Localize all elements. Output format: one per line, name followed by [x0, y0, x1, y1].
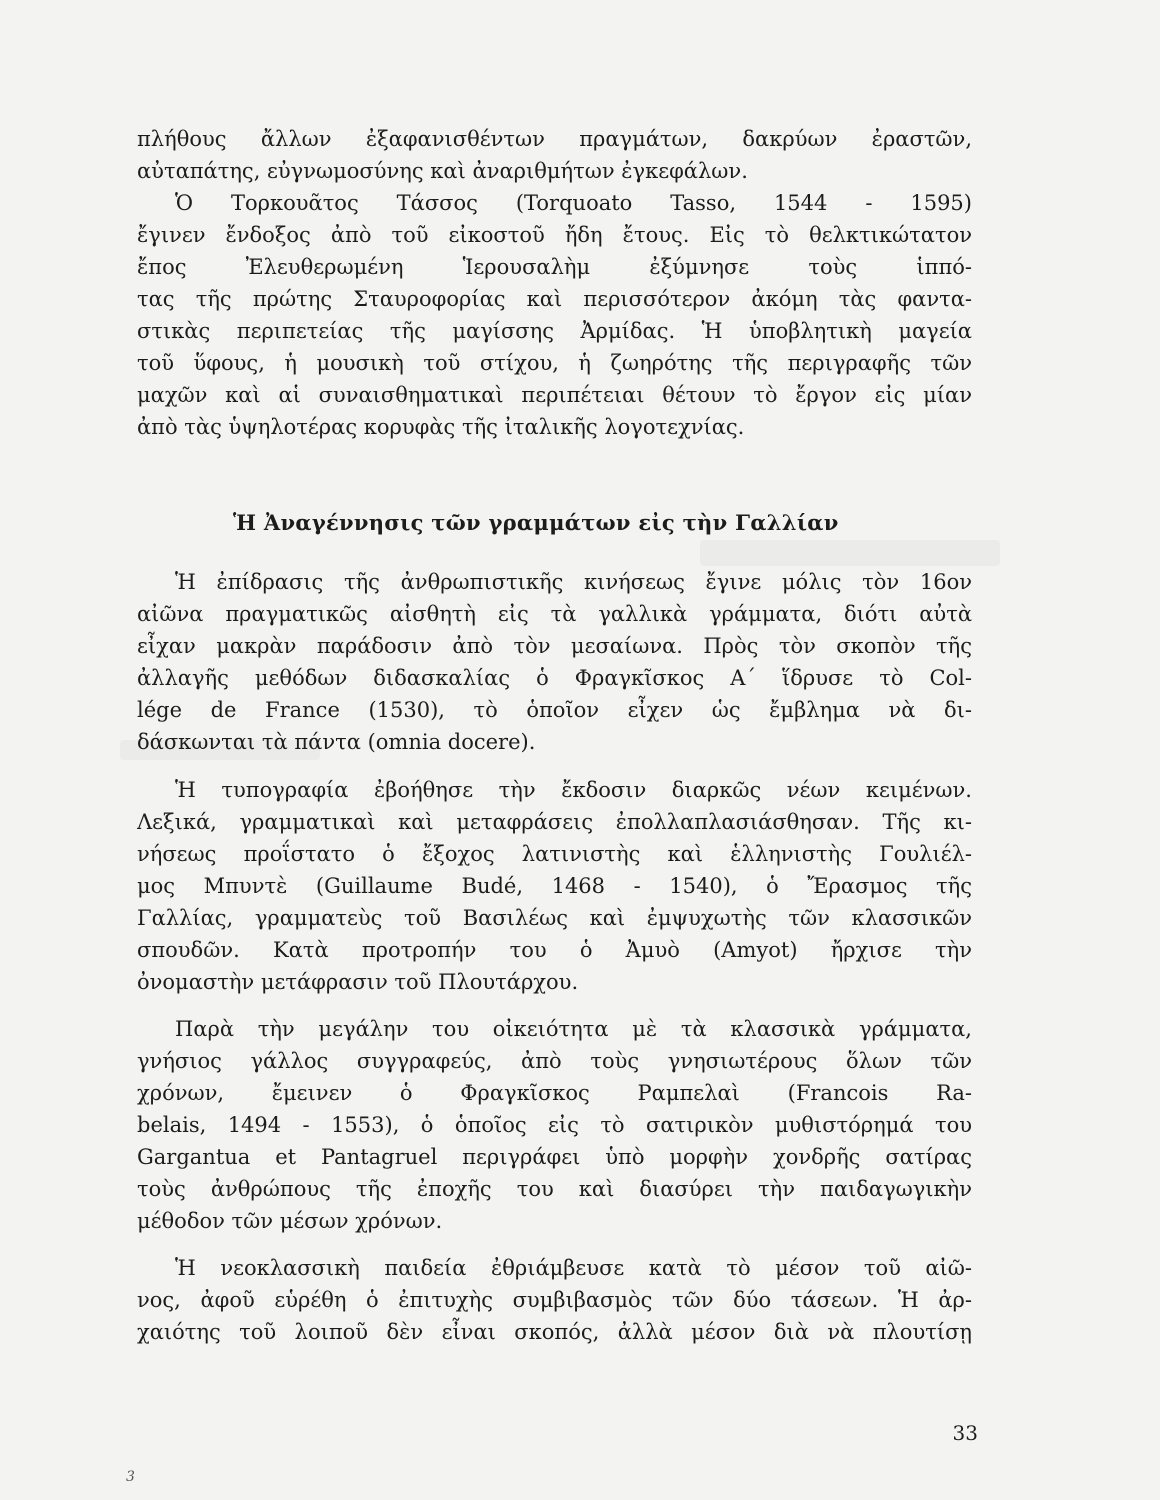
text-line: Γαλλίας, γραμματεὺς τοῦ Βασιλέως καὶ ἐμψυχωτὴς τῶν κλασσικῶν: [137, 906, 972, 930]
text-line: ἀλλαγῆς μεθόδων διδασκαλίας ὁ Φραγκῖσκος Α΄ ἵδρυσε τὸ Col-: [137, 666, 972, 690]
text-line: ἀπὸ τὰς ὑψηλοτέρας κορυφὰς τῆς ἰταλικῆς λογοτεχνίας.: [137, 415, 745, 439]
text-line: πλήθους ἄλλων ἐξαφανισθέντων πραγμάτων, δακρύων ἐραστῶν,: [137, 127, 972, 151]
text-line: μαχῶν καὶ αἱ συναισθηματικαὶ περιπέτειαι θέτουν τὸ ἔργον εἰς μίαν: [137, 383, 972, 407]
text-line: Λεξικά, γραμματικαὶ καὶ μεταφράσεις ἐπολλαπλασιάσθησαν. Τῆς κι-: [137, 810, 972, 834]
text-line: ἔγινεν ἔνδοξος ἀπὸ τοῦ εἰκοστοῦ ἤδη ἔτους. Εἰς τὸ θελκτικώτατον: [137, 223, 972, 247]
show-through-mark: [700, 540, 1000, 566]
text-line: Παρὰ τὴν μεγάλην του οἰκειότητα μὲ τὰ κλασσικὰ γράμματα,: [175, 1017, 972, 1041]
text-line: χρόνων, ἔμεινεν ὁ Φραγκῖσκος Ραμπελαὶ (Francois Ra-: [137, 1081, 972, 1105]
text-line: αὐταπάτης, εὐγνωμοσύνης καὶ ἀναριθμήτων ἐγκεφάλων.: [137, 159, 748, 183]
text-line: Ἡ νεοκλασσικὴ παιδεία ἐθριάμβευσε κατὰ τὸ μέσον τοῦ αἰῶ-: [175, 1256, 972, 1280]
text-line: αἰῶνα πραγματικῶς αἰσθητὴ εἰς τὰ γαλλικὰ γράμματα, διότι αὐτὰ: [137, 602, 972, 626]
text-line: δάσκωνται τὰ πάντα (omnia docere).: [137, 730, 536, 754]
text-line: lége de France (1530), τὸ ὁποῖον εἶχεν ὡς ἔμβλημα νὰ δι-: [137, 698, 972, 722]
text-line: τοὺς ἀνθρώπους τῆς ἐποχῆς του καὶ διασύρει τὴν παιδαγωγικὴν: [137, 1177, 972, 1201]
text-line: belais, 1494 - 1553), ὁ ὁποῖος εἰς τὸ σατιρικὸν μυθιστόρημά του: [137, 1113, 972, 1137]
text-line: ἔπος Ἐλευθερωμένη Ἱερουσαλὴμ ἐξύμνησε τοὺς ἱππό-: [137, 255, 972, 279]
text-line: γνήσιος γάλλος συγγραφεύς, ἀπὸ τοὺς γνησιωτέρους ὅλων τῶν: [137, 1049, 972, 1073]
text-line: σπουδῶν. Κατὰ προτροπήν του ὁ Ἀμυὸ (Amyot) ἤρχισε τὴν: [137, 938, 972, 962]
text-line: νήσεως προΐστατο ὁ ἔξοχος λατινιστὴς καὶ ἑλληνιστὴς Γουλιέλ-: [137, 842, 972, 866]
text-line: τας τῆς πρώτης Σταυροφορίας καὶ περισσότερον ἀκόμη τὰς φαντα-: [137, 287, 972, 311]
text-line: μος Μπυντὲ (Guillaume Budé, 1468 - 1540), ὁ Ἔρασμος τῆς: [137, 874, 972, 898]
text-line: Ἡ ἐπίδρασις τῆς ἀνθρωπιστικῆς κινήσεως ἔγινε μόλις τὸν 16ον: [175, 570, 972, 594]
page-number: 33: [952, 1421, 978, 1445]
text-line: χαιότης τοῦ λοιποῦ δὲν εἶναι σκοπός, ἀλλὰ μέσον διὰ νὰ πλουτίσῃ: [137, 1320, 972, 1344]
text-line: ὀνομαστὴν μετάφρασιν τοῦ Πλουτάρχου.: [137, 970, 579, 994]
text-line: νος, ἀφοῦ εὑρέθη ὁ ἐπιτυχὴς συμβιβασμὸς τῶν δύο τάσεων. Ἡ ἀρ-: [137, 1288, 972, 1312]
signature-mark: 3: [126, 1469, 135, 1485]
text-line: τοῦ ὕφους, ἡ μουσικὴ τοῦ στίχου, ἡ ζωηρότης τῆς περιγραφῆς τῶν: [137, 351, 972, 375]
section-heading: Ἡ Ἀναγέννησις τῶν γραμμάτων εἰς τὴν Γαλλίαν: [233, 510, 839, 535]
text-line: εἶχαν μακρὰν παράδοσιν ἀπὸ τὸν μεσαίωνα. Πρὸς τὸν σκοπὸν τῆς: [137, 634, 972, 658]
text-line: Gargantua et Pantagruel περιγράφει ὑπὸ μορφὴν χονδρῆς σατίρας: [137, 1145, 972, 1169]
text-line: Ἡ τυπογραφία ἐβοήθησε τὴν ἔκδοσιν διαρκῶς νέων κειμένων.: [175, 778, 972, 802]
text-line: μέθοδον τῶν μέσων χρόνων.: [137, 1209, 443, 1233]
text-line: στικὰς περιπετείας τῆς μαγίσσης Ἀρμίδας. Ἡ ὑποβλητικὴ μαγεία: [137, 319, 972, 343]
text-line: Ὁ Τορκουᾶτος Τάσσος (Torquoato Tasso, 1544 - 1595): [175, 191, 972, 215]
